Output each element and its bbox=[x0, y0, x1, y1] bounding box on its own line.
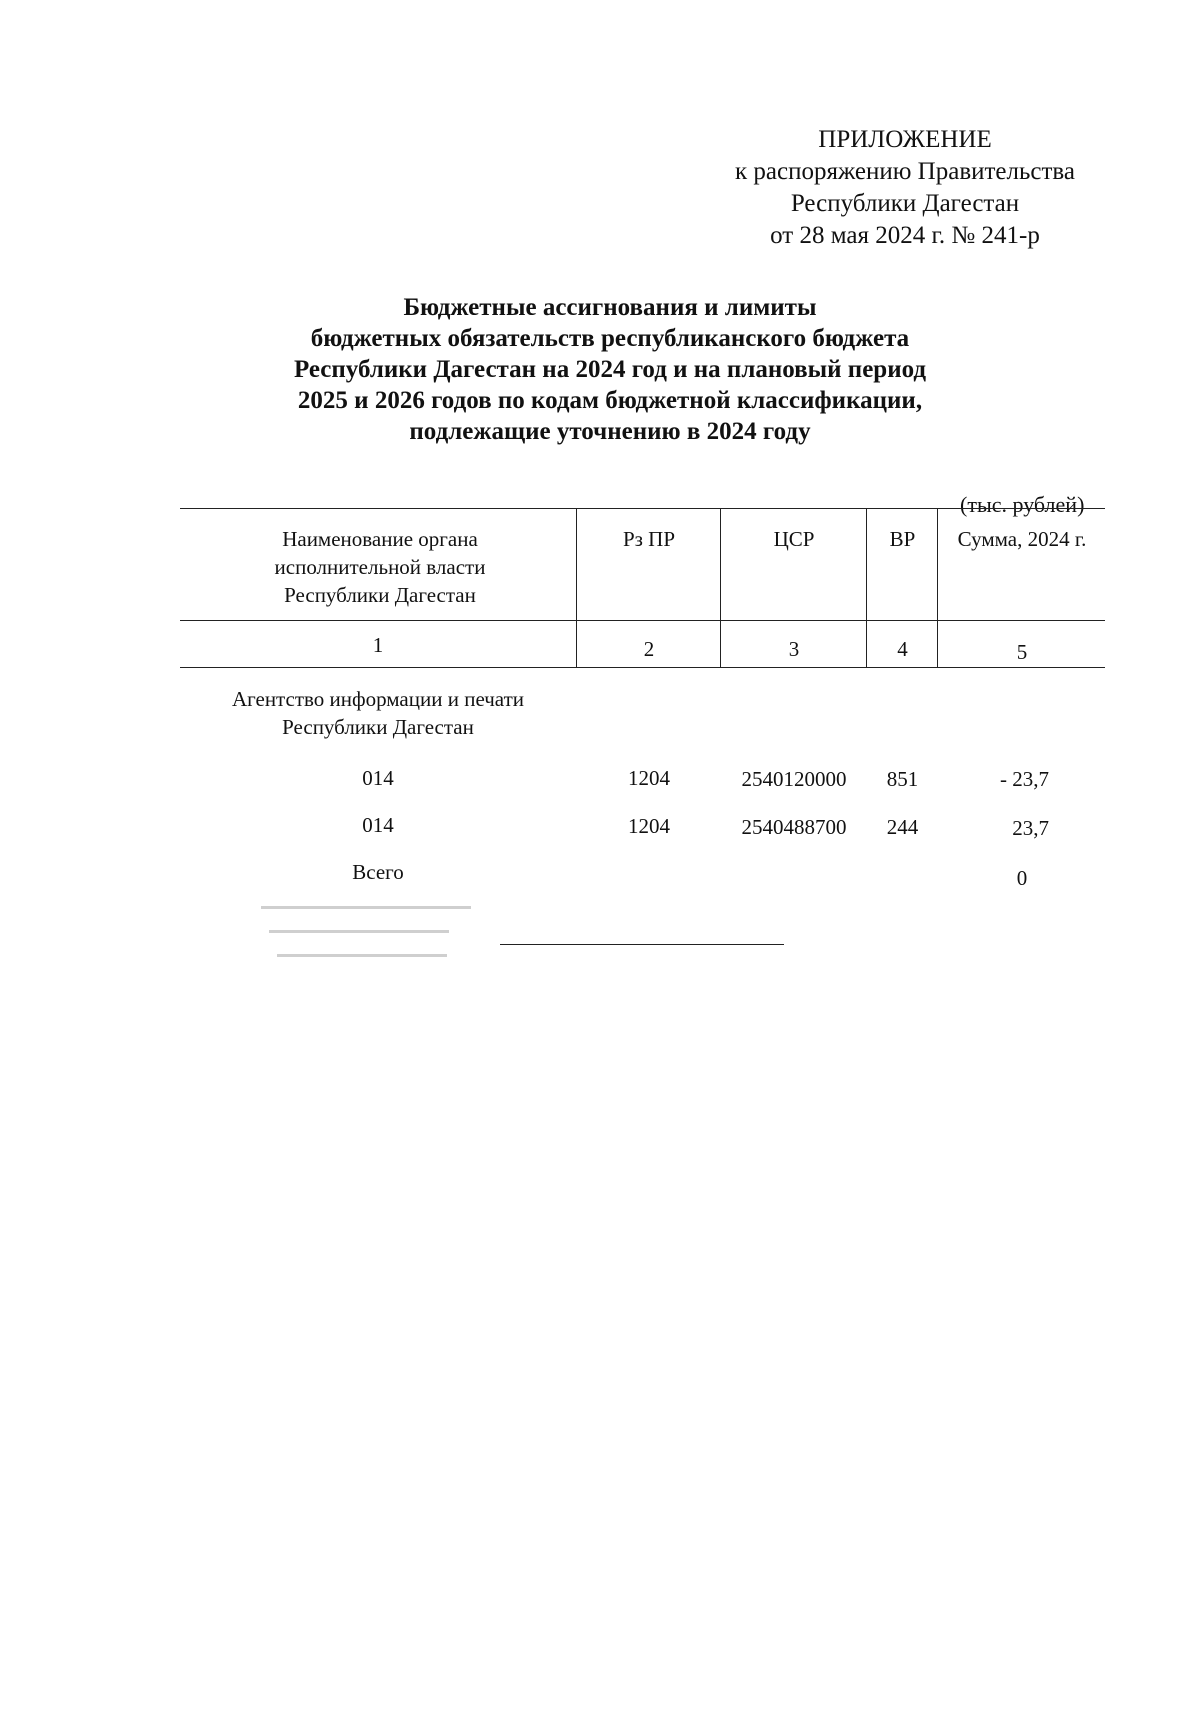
total-label: Всего bbox=[352, 860, 404, 884]
header-rzpr: Рз ПР bbox=[622, 527, 676, 551]
col-divider-3 bbox=[866, 508, 867, 667]
header-bottom-border bbox=[180, 620, 1105, 621]
title-line-2: бюджетных обязательств республиканского бюджета bbox=[310, 325, 910, 352]
header-name-line-2: исполнительной власти bbox=[274, 555, 486, 579]
table-top-border bbox=[180, 508, 1105, 509]
appendix-block bbox=[690, 124, 1120, 252]
row-sum: - 23,7 bbox=[1000, 767, 1049, 791]
col-divider-1 bbox=[576, 508, 577, 667]
header-vr: ВР bbox=[889, 527, 916, 551]
col-number-3: 3 bbox=[788, 637, 800, 661]
appendix-line-1: к распоряжению Правительства bbox=[734, 158, 1075, 185]
col-number-2: 2 bbox=[643, 637, 655, 661]
title-line-3: Республики Дагестан на 2024 год и на плановый период bbox=[293, 356, 927, 383]
row-sum: 23,7 bbox=[1012, 816, 1049, 840]
header-csr: ЦСР bbox=[773, 527, 815, 551]
row-csr: 2540488700 bbox=[741, 815, 847, 839]
header-name bbox=[200, 525, 560, 609]
title-line-1: Бюджетные ассигнования и лимиты bbox=[403, 294, 817, 321]
title-line-4: 2025 и 2026 годов по кодам бюджетной классификации, bbox=[297, 387, 923, 414]
row-code: 014 bbox=[362, 766, 394, 790]
appendix-line-3: от 28 мая 2024 г. № 241-р bbox=[770, 222, 1040, 249]
signature-line bbox=[500, 944, 784, 945]
row-code: 014 bbox=[362, 813, 394, 837]
row-rzpr: 1204 bbox=[628, 766, 670, 790]
agency-name-line-2: Республики Дагестан bbox=[282, 715, 474, 739]
faint-stamp-graphic bbox=[255, 900, 495, 975]
title-line-5: подлежащие уточнению в 2024 году bbox=[409, 418, 811, 445]
faint-signature-stamp bbox=[255, 900, 495, 983]
header-name-line-1: Наименование органа bbox=[282, 527, 478, 551]
col-number-4: 4 bbox=[897, 637, 908, 661]
header-sum: Сумма, 2024 г. bbox=[957, 527, 1087, 551]
agency-name-line-1: Агентство информации и печати bbox=[232, 687, 524, 711]
header-name-line-3: Республики Дагестан bbox=[284, 583, 476, 607]
col-number-5: 5 bbox=[1016, 640, 1028, 664]
numbers-bottom-border bbox=[180, 667, 1105, 668]
row-vr: 244 bbox=[886, 815, 919, 839]
row-rzpr: 1204 bbox=[628, 814, 670, 838]
col-number-1: 1 bbox=[372, 633, 384, 657]
total-sum: 0 bbox=[1016, 866, 1028, 890]
appendix-line-2: Республики Дагестан bbox=[790, 190, 1020, 217]
agency-name bbox=[180, 685, 576, 741]
units-label: (тыс. рублей) bbox=[960, 492, 1085, 517]
col-divider-2 bbox=[720, 508, 721, 667]
document-title bbox=[230, 292, 990, 447]
col-divider-4 bbox=[937, 508, 938, 667]
row-csr: 2540120000 bbox=[741, 767, 847, 791]
row-vr: 851 bbox=[886, 767, 919, 791]
appendix-label: ПРИЛОЖЕНИЕ bbox=[818, 126, 992, 153]
